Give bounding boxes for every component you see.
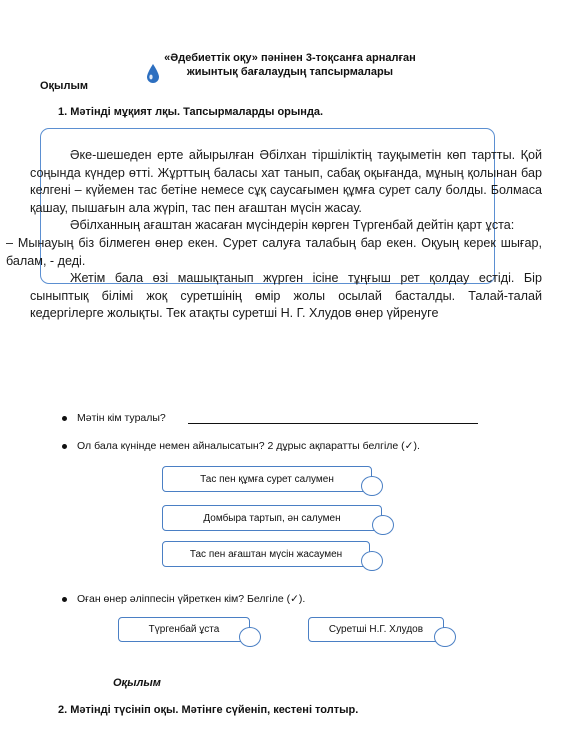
task-2-instruction: 2. Мәтінді түсініп оқы. Мәтінге сүйеніп, кестені толтыр. — [58, 704, 359, 716]
q2-option-2[interactable]: Домбыра тартып, ән салумен — [162, 505, 382, 531]
answer-line[interactable] — [188, 423, 478, 424]
q2-option-1-checkbox[interactable] — [361, 476, 383, 496]
q2-option-3[interactable]: Тас пен ағаштан мүсін жасаумен — [162, 541, 370, 567]
q2-option-3-checkbox[interactable] — [361, 551, 383, 571]
q3-option-1-checkbox[interactable] — [239, 627, 261, 647]
header-line-1: «Әдебиеттік оқу» пәнінен 3-тоқсанға арналған — [164, 52, 416, 64]
passage-paragraph: – Мынауың біз білмеген өнер екен. Сурет салуға талабың бар екен. Оқуың керек шығар, балам, - деді. — [6, 235, 542, 268]
passage-paragraph: Әбілханның ағаштан жасаған мүсіндерін көрген Түргенбай дейтін қарт ұста: — [70, 218, 515, 233]
drop-icon — [146, 63, 160, 90]
section-label-reading-2: Оқылым — [113, 677, 161, 689]
question-2 — [62, 440, 420, 452]
header-line-2: жиынтық бағалаудың тапсырмалары — [186, 66, 394, 78]
task-1-instruction: 1. Мәтінді мұқият лқы. Тапсырмаларды орында. — [58, 106, 324, 118]
bullet-icon — [62, 597, 67, 602]
q3-option-2-checkbox[interactable] — [434, 627, 456, 647]
question-1-text: Мәтін кім туралы? — [77, 412, 166, 424]
question-2-text: Ол бала күнінде немен айналысатын? 2 дұрыс ақпаратты белгіле (✓). — [77, 440, 420, 452]
question-3 — [62, 593, 305, 605]
question-1 — [62, 412, 166, 424]
q2-option-2-checkbox[interactable] — [372, 515, 394, 535]
q3-option-1[interactable]: Түргенбай ұста — [118, 617, 250, 642]
question-3-text: Оған өнер әліппесін үйреткен кім? Белгіле (✓). — [77, 593, 306, 605]
document-header — [140, 51, 440, 79]
section-label-reading: Оқылым — [40, 80, 88, 92]
passage-paragraph: Әке-шешеден ерте айырылған Әбілхан тіршіліктің тауқыметін көп тартты. Қой соңында күндер өтті. Жұрттың баласы хат танып, сабақ оқығанда, мұның қолынан бар келгені – күйемен тас бетіне немесе сұқ саусағымен құмға сурет салу болды. Болмаса қашау, пышағын ала жүріп, тас пен ағаштан мүсін жасау. — [30, 148, 542, 215]
bullet-icon — [62, 444, 67, 449]
q3-option-2[interactable]: Суретші Н.Г. Хлудов — [308, 617, 444, 642]
q2-option-1[interactable]: Тас пен құмға сурет салумен — [162, 466, 372, 492]
bullet-icon — [62, 416, 67, 421]
passage-paragraph: Жетім бала өзі машықтанып жүрген ісіне тұңғыш рет қолдау естіді. Бір сыныптық білімі жоқ суретшінің өмір жолы осылай басталды. Талай-талай кедергілерге жолықты. Тек атақты суретші Н. Г. Хлудов өнер үйренуге — [30, 271, 542, 321]
reading-passage — [6, 147, 542, 369]
